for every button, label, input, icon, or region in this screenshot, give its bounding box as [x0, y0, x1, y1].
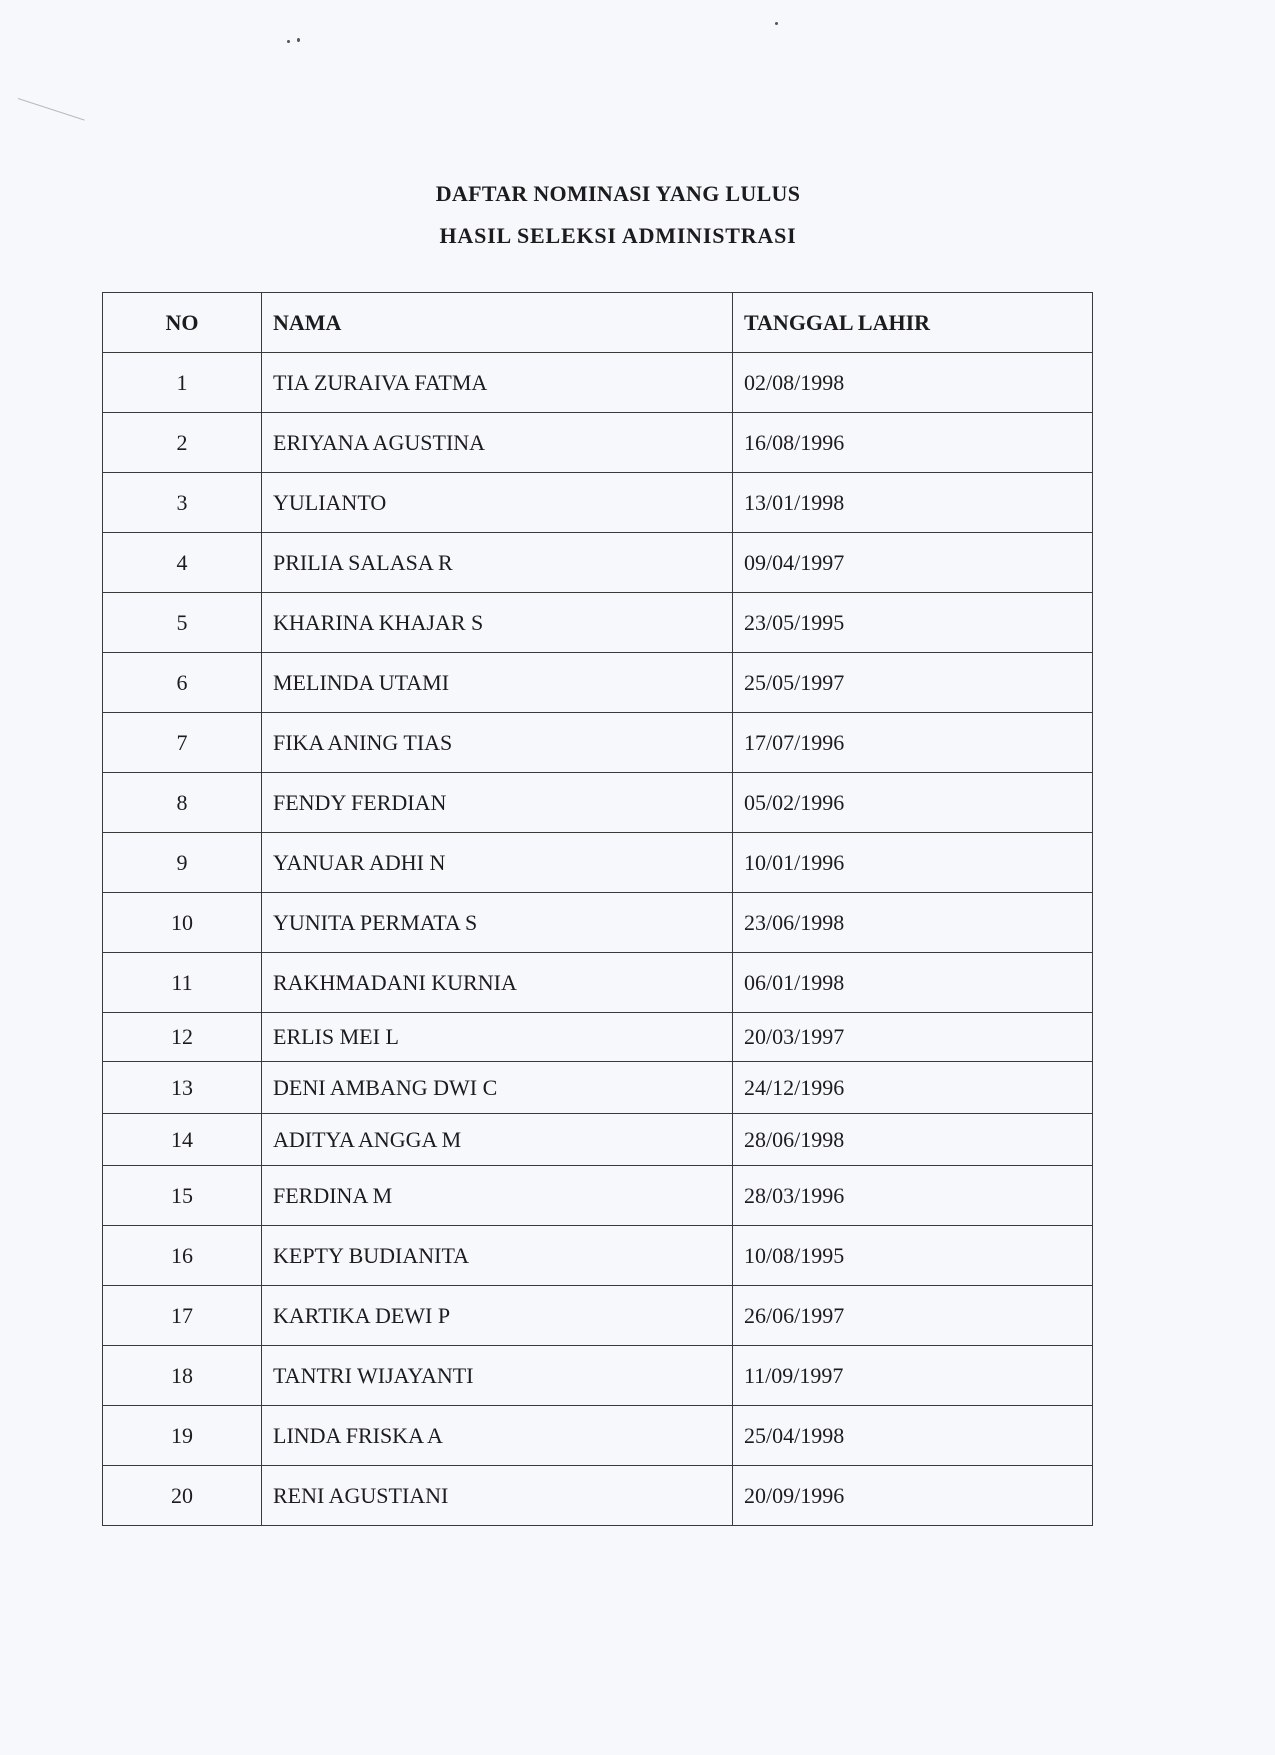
- row-birth-date: 11/09/1997: [733, 1346, 1093, 1406]
- row-no: 10: [103, 893, 262, 953]
- row-name: RENI AGUSTIANI: [262, 1466, 733, 1526]
- table-row: [103, 413, 1093, 473]
- row-birth-date: 23/05/1995: [733, 593, 1093, 653]
- scan-scratch: [18, 98, 85, 121]
- row-name: TANTRI WIJAYANTI: [262, 1346, 733, 1406]
- scan-speck: [287, 40, 290, 43]
- row-no: 1: [103, 353, 262, 413]
- row-birth-date: 10/01/1996: [733, 833, 1093, 893]
- row-name: FENDY FERDIAN: [262, 773, 733, 833]
- row-name: DENI AMBANG DWI C: [262, 1062, 733, 1114]
- row-birth-date: 10/08/1995: [733, 1226, 1093, 1286]
- nominee-table: [102, 292, 1093, 1526]
- row-no: 9: [103, 833, 262, 893]
- row-name: YUNITA PERMATA S: [262, 893, 733, 953]
- table-row: [103, 593, 1093, 653]
- row-birth-date: 06/01/1998: [733, 953, 1093, 1013]
- row-birth-date: 02/08/1998: [733, 353, 1093, 413]
- row-no: 18: [103, 1346, 262, 1406]
- row-name: PRILIA SALASA R: [262, 533, 733, 593]
- row-name: ADITYA ANGGA M: [262, 1114, 733, 1166]
- row-no: 3: [103, 473, 262, 533]
- row-no: 4: [103, 533, 262, 593]
- row-birth-date: 13/01/1998: [733, 473, 1093, 533]
- table-row: [103, 953, 1093, 1013]
- row-name: KARTIKA DEWI P: [262, 1286, 733, 1346]
- document-subtitle: HASIL SELEKSI ADMINISTRASI: [439, 223, 797, 248]
- row-no: 13: [103, 1062, 262, 1114]
- row-birth-date: 28/06/1998: [733, 1114, 1093, 1166]
- row-name: YULIANTO: [262, 473, 733, 533]
- header-name: NAMA: [262, 293, 733, 353]
- table-header-row: [103, 293, 1093, 353]
- table-row: [103, 1013, 1093, 1062]
- table-row: [103, 1226, 1093, 1286]
- row-no: 8: [103, 773, 262, 833]
- row-no: 16: [103, 1226, 262, 1286]
- row-no: 20: [103, 1466, 262, 1526]
- header-birth-date: TANGGAL LAHIR: [733, 293, 1093, 353]
- row-birth-date: 24/12/1996: [733, 1062, 1093, 1114]
- row-birth-date: 05/02/1996: [733, 773, 1093, 833]
- table-row: [103, 1166, 1093, 1226]
- row-no: 14: [103, 1114, 262, 1166]
- table-row: [103, 1062, 1093, 1114]
- row-name: RAKHMADANI KURNIA: [262, 953, 733, 1013]
- row-name: FERDINA M: [262, 1166, 733, 1226]
- row-birth-date: 25/04/1998: [733, 1406, 1093, 1466]
- row-birth-date: 16/08/1996: [733, 413, 1093, 473]
- row-no: 6: [103, 653, 262, 713]
- table-row: [103, 1286, 1093, 1346]
- row-name: MELINDA UTAMI: [262, 653, 733, 713]
- row-birth-date: 23/06/1998: [733, 893, 1093, 953]
- row-name: ERLIS MEI L: [262, 1013, 733, 1062]
- row-birth-date: 09/04/1997: [733, 533, 1093, 593]
- row-name: YANUAR ADHI N: [262, 833, 733, 893]
- table-row: [103, 1406, 1093, 1466]
- table-row: [103, 1114, 1093, 1166]
- table-row: [103, 533, 1093, 593]
- row-no: 2: [103, 413, 262, 473]
- table-row: [103, 773, 1093, 833]
- row-no: 12: [103, 1013, 262, 1062]
- row-birth-date: 25/05/1997: [733, 653, 1093, 713]
- table-row: [103, 713, 1093, 773]
- document-title: DAFTAR NOMINASI YANG LULUS: [435, 181, 801, 206]
- row-no: 19: [103, 1406, 262, 1466]
- row-no: 11: [103, 953, 262, 1013]
- scan-speck: [775, 22, 778, 25]
- row-name: ERIYANA AGUSTINA: [262, 413, 733, 473]
- row-birth-date: 20/03/1997: [733, 1013, 1093, 1062]
- table-row: [103, 893, 1093, 953]
- table-row: [103, 1346, 1093, 1406]
- row-name: KHARINA KHAJAR S: [262, 593, 733, 653]
- table-row: [103, 833, 1093, 893]
- row-birth-date: 28/03/1996: [733, 1166, 1093, 1226]
- row-birth-date: 20/09/1996: [733, 1466, 1093, 1526]
- scan-speck: [297, 38, 300, 42]
- row-no: 5: [103, 593, 262, 653]
- row-birth-date: 17/07/1996: [733, 713, 1093, 773]
- row-birth-date: 26/06/1997: [733, 1286, 1093, 1346]
- row-no: 17: [103, 1286, 262, 1346]
- row-name: KEPTY BUDIANITA: [262, 1226, 733, 1286]
- row-no: 7: [103, 713, 262, 773]
- table-row: [103, 1466, 1093, 1526]
- header-no: NO: [103, 293, 262, 353]
- row-name: LINDA FRISKA A: [262, 1406, 733, 1466]
- table-row: [103, 653, 1093, 713]
- row-name: TIA ZURAIVA FATMA: [262, 353, 733, 413]
- row-no: 15: [103, 1166, 262, 1226]
- table-row: [103, 353, 1093, 413]
- row-name: FIKA ANING TIAS: [262, 713, 733, 773]
- table-row: [103, 473, 1093, 533]
